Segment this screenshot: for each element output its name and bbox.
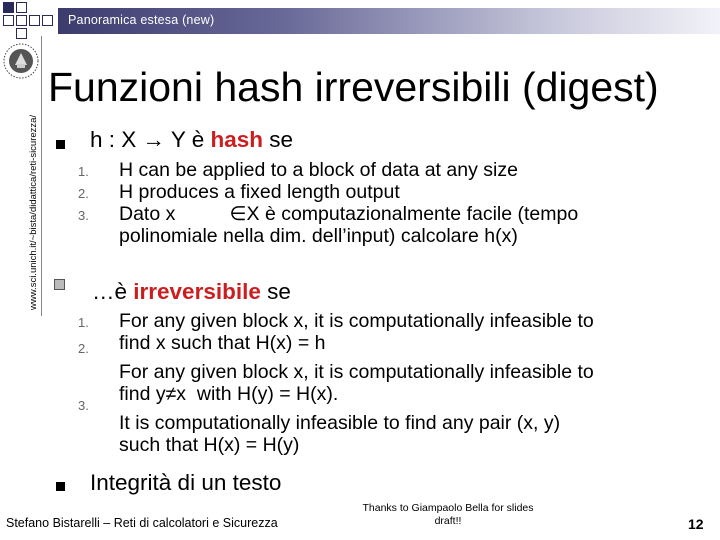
bullet-text: h : X → Y è [90,127,211,152]
list-item-line: polinomiale nella dim. dell’input) calcolare h(x) [119,225,518,247]
sidebar-url: www.sci.unich.it/~bista/didattica/reti-sicurezza/ [28,114,39,310]
list-item-line: find x such that H(x) = h [119,332,326,354]
bullet-square-icon [56,482,65,491]
header-square-outline [29,15,40,26]
emphasis-hash: hash [210,127,264,152]
bullet-square-icon [54,279,66,291]
footer-credit [338,502,558,528]
list-item-line: such that H(x) = H(y) [119,434,300,456]
list-item-text [119,361,594,405]
bullet-integrity: Integrità di un testo [90,470,282,495]
footer-author: Stefano Bistarelli – Reti di calcolatori e Sicurezza [6,516,278,530]
header-square-outline [3,15,14,26]
list-item-text [119,310,594,354]
bullet-hash-definition [90,127,293,153]
footer-credit-line: Thanks to Giampaolo Bella for slides [362,502,534,514]
page-number: 12 [688,516,704,532]
list-number: 1. [78,164,89,179]
list-number: 2. [78,341,89,356]
list-item-line: find y≠x with H(y) = H(x). [119,383,339,405]
bullet-irreversible-definition [92,279,291,305]
list-item-line: Dato x ∈X è computazionalmente facile (tempo [119,203,579,225]
header-title: Panoramica estesa (new) [68,13,215,27]
slide-title: Funzioni hash irreversibili (digest) [48,64,659,110]
header-square-filled [3,2,14,13]
bullet-square-icon [56,140,65,149]
list-item-line: For any given block x, it is computationally infeasible to [119,361,594,383]
bullet-text: se [260,279,291,304]
list-item-text [119,203,578,247]
list-number: 1. [78,315,89,330]
list-item-text: H can be applied to a block of data at any size [119,159,518,181]
footer-credit-line: draft!! [434,515,462,527]
list-item-text [119,412,560,456]
university-seal-icon [2,42,40,80]
header-square-outline [16,2,27,13]
header-square-outline [16,28,27,39]
list-item-text: H produces a fixed length output [119,181,400,203]
bullet-text: …è [92,279,134,304]
list-item-line: It is computationally infeasible to find any pair (x, y) [119,412,561,434]
bullet-text: se [263,127,294,152]
list-number: 3. [78,208,89,223]
emphasis-irreversibile: irreversibile [133,279,261,304]
sidebar-divider [41,36,42,316]
list-item-line: For any given block x, it is computationally infeasible to [119,310,594,332]
header-square-outline [42,15,53,26]
header-square-outline [16,15,27,26]
list-number: 3. [78,398,89,413]
list-number: 2. [78,186,89,201]
